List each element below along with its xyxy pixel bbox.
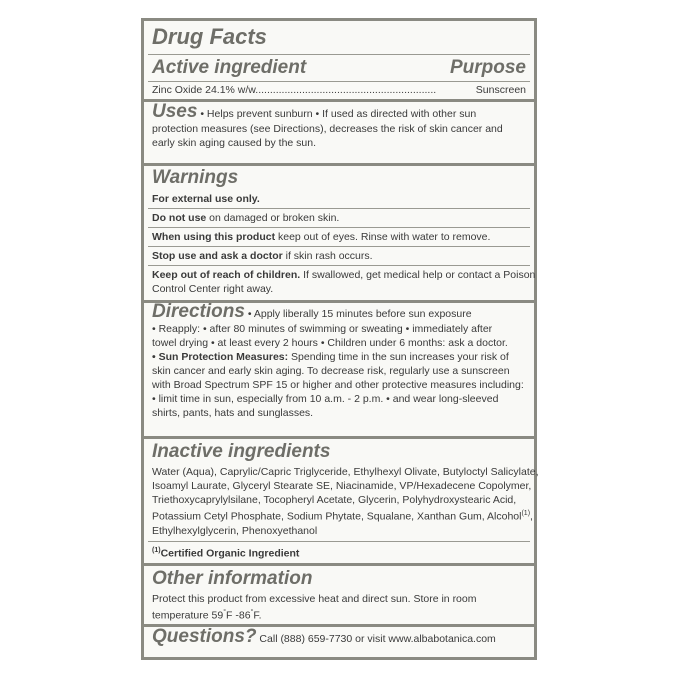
active-ingredient-name: Zinc Oxide 24.1% w/w	[152, 84, 256, 96]
inactive-line-4: Potassium Cetyl Phosphate, Sodium Phytate, Squalane, Xanthan Gum, Alcohol$^{(1)}$,	[152, 510, 533, 523]
section-divider	[144, 99, 534, 102]
directions-line-1: • Apply liberally 15 minutes before sun exposure	[247, 308, 472, 320]
active-ingredient-heading: Active ingredient	[152, 57, 307, 78]
divider	[148, 265, 530, 266]
divider	[148, 54, 530, 55]
directions-line-7: • limit time in sun, especially from 10 a.m. - 2 p.m. • and wear long-sleeved	[152, 393, 499, 405]
directions-heading: Directions	[152, 301, 245, 322]
inactive-line-1: Water (Aqua), Caprylic/Capric Triglyceride, Ethylhexyl Olivate, Butyloctyl Salicylate,	[152, 466, 539, 478]
directions-line-5: skin cancer and early skin aging. To decrease risk, regularly use a sunscreen	[152, 365, 510, 377]
other-information-line-2: temperature 59°F -86°F.	[152, 609, 262, 622]
questions-section	[152, 626, 496, 647]
warnings-heading: Warnings	[152, 167, 239, 188]
divider	[148, 246, 530, 247]
leader-dots: ..............................................................	[255, 84, 437, 96]
inactive-line-5: Ethylhexylglycerin, Phenoxyethanol	[152, 524, 318, 537]
section-divider	[144, 436, 534, 439]
questions-contact: Call (888) 659-7730 or visit www.albabotanica.com	[256, 633, 496, 645]
directions-line-3: towel drying • at least every 2 hours • Children under 6 months: ask a doctor.	[152, 337, 508, 349]
keep-out-of-reach-line-2: Control Center right away.	[152, 283, 274, 295]
other-information-line-1: Protect this product from excessive heat and direct sun. Store in room	[152, 593, 477, 605]
uses-line-1: • Helps prevent sunburn • If used as directed with other sun	[200, 108, 477, 120]
directions-line-2: • Reapply: • after 80 minutes of swimming or sweating • immediately after	[152, 323, 493, 335]
uses-line-3: early skin aging caused by the sun.	[152, 137, 317, 149]
external-use-warning: For external use only.	[152, 193, 260, 205]
directions-line-4: • Sun Protection Measures: Spending time in the sun increases your risk of	[152, 351, 509, 363]
when-using-warning: When using this product keep out of eyes. Rinse with water to remove.	[152, 231, 491, 243]
directions-section	[152, 301, 534, 420]
purpose-value: Sunscreen	[475, 84, 526, 96]
uses-heading: Uses	[152, 101, 198, 122]
divider	[148, 541, 530, 542]
inactive-line-2: Isoamyl Laurate, Glyceryl Stearate SE, Niacinamide, VP/Hexadecene Copolymer,	[152, 480, 532, 492]
uses-line-2: protection measures (see Directions), decreases the risk of skin cancer and	[152, 123, 503, 135]
other-information-heading: Other information	[152, 568, 313, 589]
inactive-ingredients-heading: Inactive ingredients	[152, 441, 331, 462]
divider	[148, 81, 530, 82]
questions-heading: Questions?	[152, 626, 257, 647]
section-divider	[144, 163, 534, 166]
stop-use-warning: Stop use and ask a doctor if skin rash occurs.	[152, 250, 373, 262]
directions-line-6: with Broad Spectrum SPF 15 or higher and other protective measures including:	[152, 379, 524, 391]
divider	[148, 227, 530, 228]
do-not-use-warning: Do not use on damaged or broken skin.	[152, 212, 340, 224]
keep-out-of-reach-warning: Keep out of reach of children. If swallowed, get medical help or contact a Poison	[152, 269, 536, 281]
directions-line-8: shirts, pants, hats and sunglasses.	[152, 407, 314, 419]
purpose-heading: Purpose	[449, 57, 526, 78]
inactive-line-3: Triethoxycaprylylsilane, Tocopheryl Acetate, Glycerin, Polyhydroxystearic Acid,	[152, 494, 517, 506]
drug-facts-label	[141, 18, 537, 660]
divider	[148, 208, 530, 209]
drug-facts-title: Drug Facts	[152, 24, 267, 49]
active-ingredient-row	[152, 83, 522, 97]
certified-organic-note: $^{(1)}$Certified Organic Ingredient	[152, 547, 300, 560]
section-divider	[144, 563, 534, 566]
inactive-ingredients-list	[152, 465, 539, 538]
uses-section	[152, 101, 532, 150]
